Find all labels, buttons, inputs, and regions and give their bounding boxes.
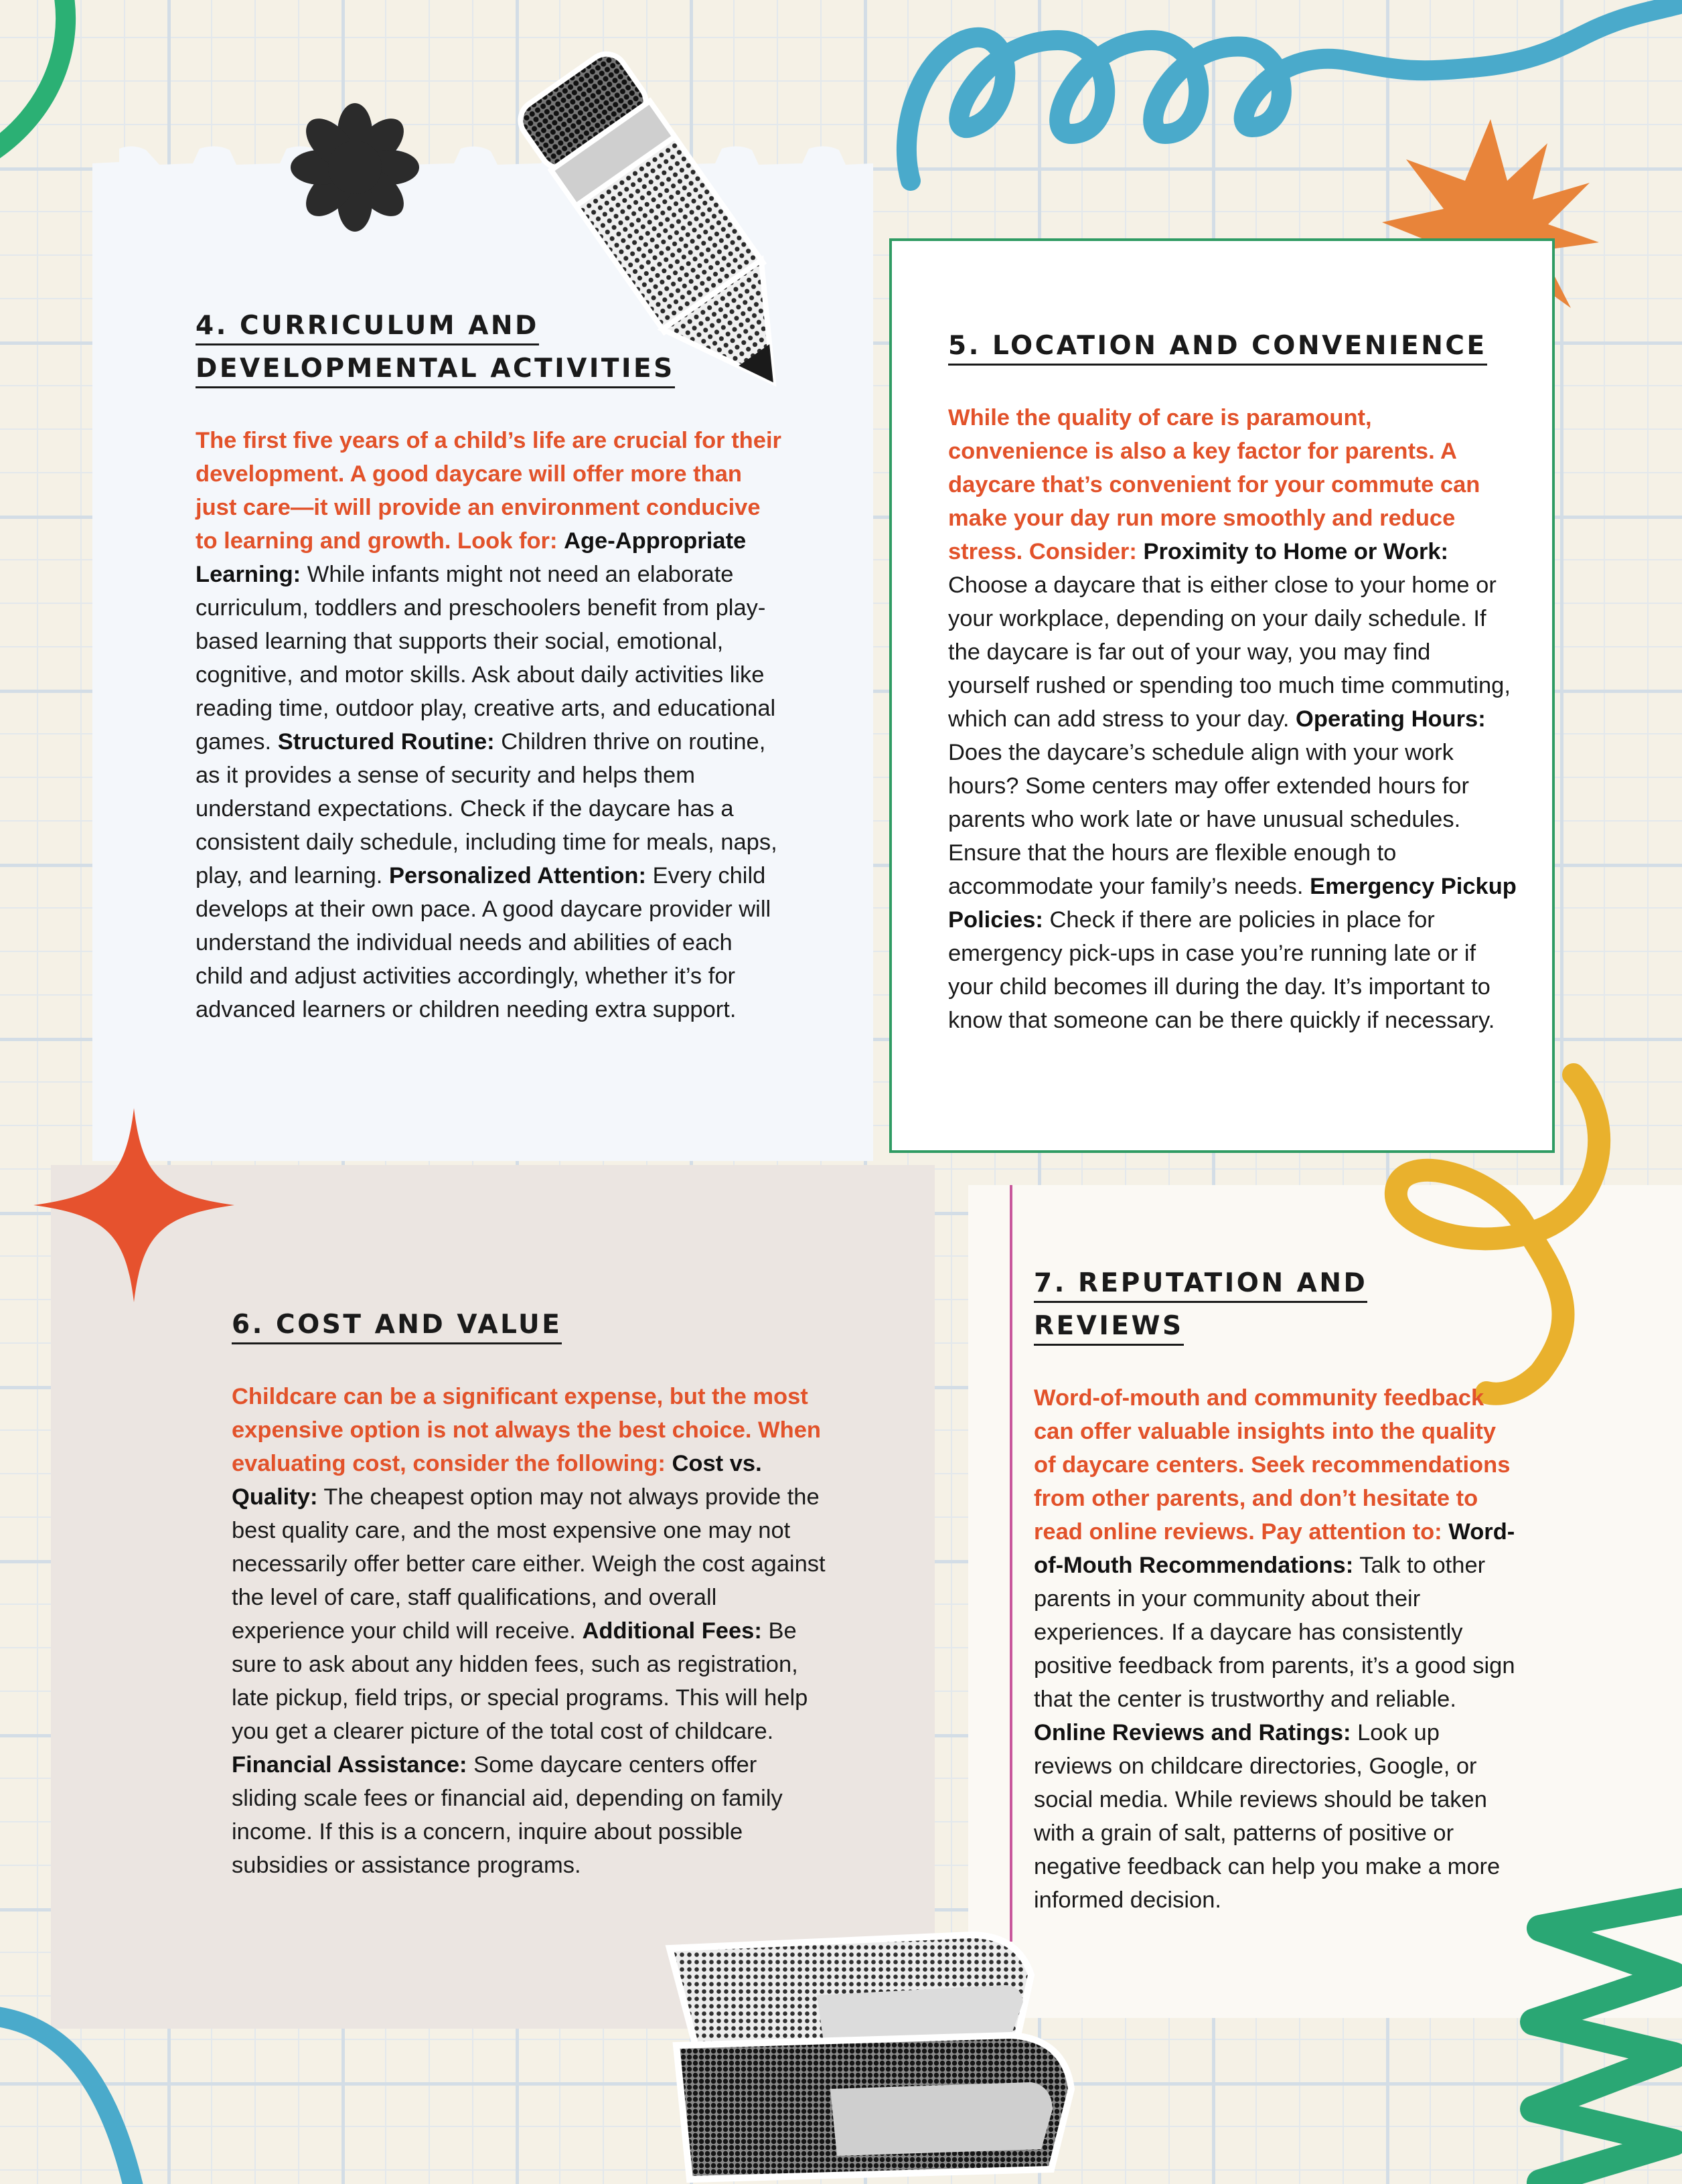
section-intro: The first five years of a child’s life are crucial for their development. A good daycare will offer more than just care—it will provide an environment conducive to learning and growth. Look for: [196, 428, 781, 554]
zigzag-icon [1513, 1888, 1682, 2184]
books-icon [656, 1922, 1078, 2184]
item-text: Some daycare centers offer sliding scale fees or financial aid, depending on family income. If this is a concern, inquire about possible subsidies or assistance programs. [232, 1752, 783, 1878]
section-intro: Word-of-mouth and community feedback can offer valuable insights into the quality of daycare centers. Seek recommendations from other parents, and don’t hesitate to read online reviews. Pay attention to: [1034, 1385, 1511, 1545]
item-text: Does the daycare’s schedule align with your work hours? Some centers may offer extended hours for parents who work late or have unusual schedules. Ensure that the hours are flexible enough to accommodate your family’s needs. [948, 740, 1469, 899]
item-term: Financial Assistance: [232, 1752, 467, 1778]
item-term: Online Reviews and Ratings: [1034, 1720, 1351, 1745]
item-text: While infants might not need an elaborate curriculum, toddlers and preschoolers benefit from play-based learning that supports their social, emotional, cognitive, and motor skills. Ask about daily activities like reading time, outdoor play, creative arts, and educational games. [196, 562, 776, 755]
item-term: Word-of-Mouth Recommendations: [1034, 1519, 1515, 1578]
item-term: Additional Fees: [582, 1618, 762, 1644]
section-reputation [1034, 1262, 1516, 1917]
item-term: Emergency Pickup Policies: [948, 874, 1517, 933]
item-term: Operating Hours: [1296, 706, 1486, 732]
item-text: Be sure to ask about any hidden fees, such as registration, late pickup, field trips, or special programs. This will help you get a clearer picture of the total cost of childcare. [232, 1618, 808, 1744]
item-text: Check if there are policies in place for emergency pick-ups in case you’re running late or if your child becomes ill during the day. It’s important to know that someone can be there quickly if necessary. [948, 907, 1495, 1033]
section-intro: While the quality of care is paramount, convenience is also a key factor for parents. A daycare that’s convenient for your commute can make your day run more smoothly and reduce stress. Consider: [948, 405, 1480, 564]
section-body [948, 401, 1517, 1037]
section-heading: 6. COST AND VALUE [232, 1310, 562, 1344]
item-term: Cost vs. Quality: [232, 1451, 762, 1510]
item-text: Talk to other parents in your community about their experiences. If a daycare has consistently positive feedback from parents, it’s a good sign that the center is trustworthy and reliable. [1034, 1553, 1515, 1712]
flower-icon [288, 100, 422, 234]
item-text: Choose a daycare that is either close to your home or your workplace, depending on your daily schedule. If the daycare is far out of your way, you may find yourself rushed or spending too much time commuting, which can add stress to your day. [948, 572, 1511, 732]
section-body [196, 424, 785, 1026]
section-location [948, 325, 1517, 1037]
section-curriculum [196, 305, 785, 1026]
notebook-margin-line [1010, 1185, 1012, 1942]
section-body [232, 1380, 828, 1882]
item-term: Personalized Attention: [388, 863, 646, 888]
section-cost [232, 1304, 828, 1882]
item-text: Children thrive on routine, as it provides a sense of security and helps them understand expectations. Check if the daycare has a consistent daily schedule, including time for meals, naps, play, and learning. [196, 729, 777, 888]
section-heading: 7. REPUTATION AND REVIEWS [1034, 1268, 1367, 1346]
four-point-star-icon [33, 1108, 234, 1302]
item-term: Structured Routine: [277, 729, 495, 755]
item-term: Proximity to Home or Work: [1143, 539, 1449, 564]
section-heading: 4. CURRICULUM AND DEVELOPMENTAL ACTIVITIES [196, 311, 675, 388]
section-intro: Childcare can be a significant expense, but the most expensive option is not always the best choice. When evaluating cost, consider the following: [232, 1384, 821, 1476]
item-term: Age-Appropriate Learning: [196, 528, 747, 587]
item-text: Every child develops at their own pace. A good daycare provider will understand the individual needs and abilities of each child and adjust activities accordingly, whether it’s for advanced learners or children needing extra support. [196, 863, 771, 1022]
blue-arc-icon [0, 1995, 161, 2184]
section-body [1034, 1381, 1516, 1917]
section-heading: 5. LOCATION AND CONVENIENCE [948, 331, 1487, 366]
green-arc-icon [0, 0, 94, 174]
item-text: The cheapest option may not always provide the best quality care, and the most expensive one may not necessarily offer better care either. Weigh the cost against the level of care, staff qualifications, and overall experience your child will receive. [232, 1484, 826, 1644]
item-text: Look up reviews on childcare directories, Google, or social media. While reviews should be taken with a grain of salt, patterns of positive or negative feedback can help you make a more informed decision. [1034, 1720, 1501, 1913]
